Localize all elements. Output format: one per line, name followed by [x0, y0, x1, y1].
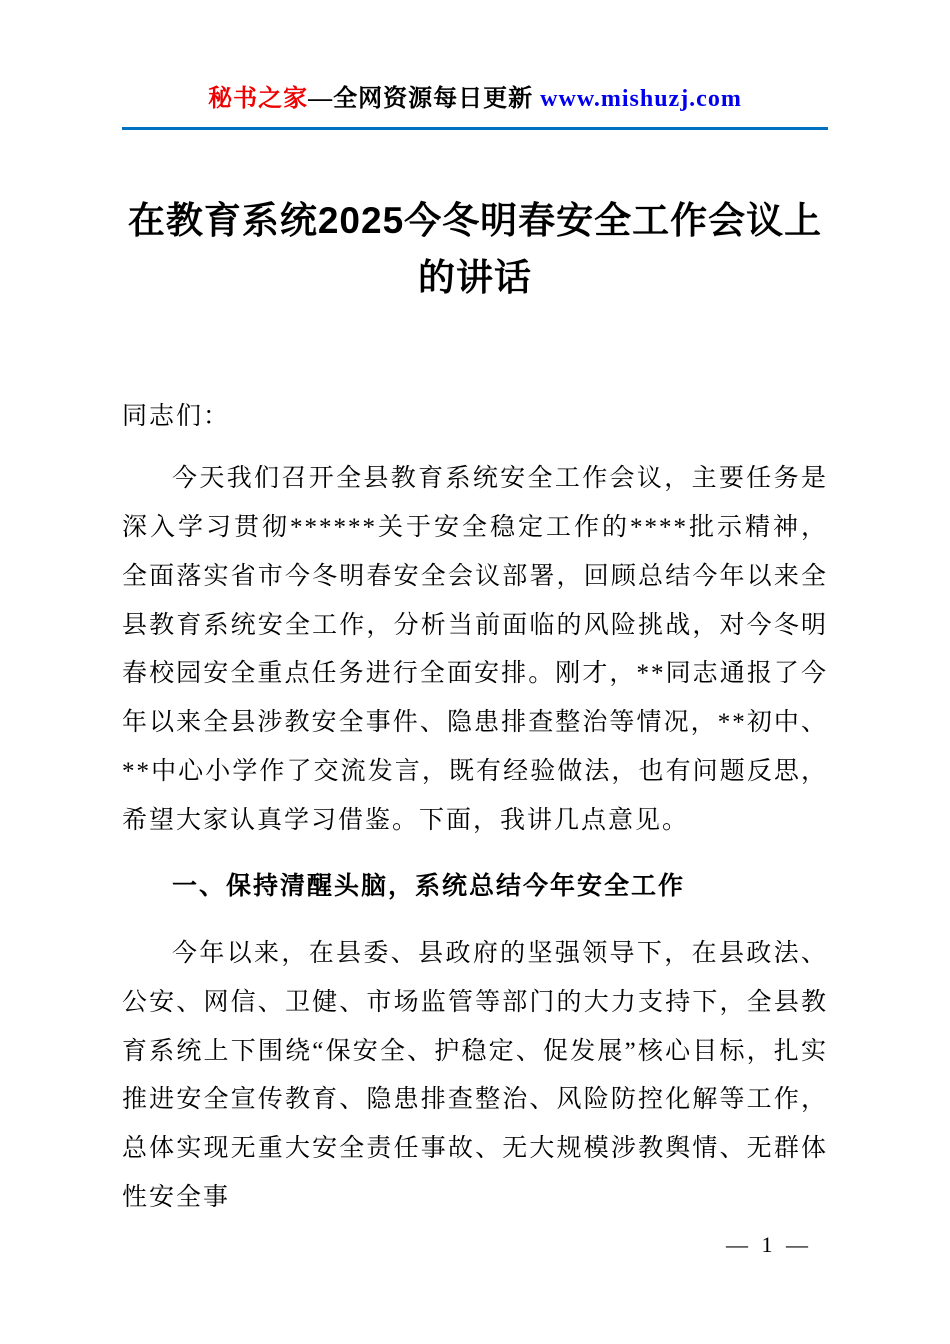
page-title: 在教育系统2025今冬明春安全工作会议上的讲话 — [127, 200, 823, 299]
section-heading-1: 一、保持清醒头脑，系统总结今年安全工作 — [172, 873, 686, 901]
page-number: — 1 — — [726, 1232, 812, 1257]
paragraph-1: 今天我们召开全县教育系统安全工作会议，主要任务是深入学习贯彻******关于安全稳定工作的****批示精神，全面落实省市今冬明春安全会议部署，回顾总结今年以来全县教育系统安全工作，分析当前面临的风险挑战，对今冬明春校园安全重点任务进行全面安排。刚才，**同志通报了今年以来全县涉教安全事件、隐患排查整治等情况，**初中、**中心小学作了交流发言，既有经验做法，也有问题反思，希望大家认真学习借鉴。下面，我讲几点意见。 — [122, 465, 828, 834]
header-divider — [122, 127, 828, 130]
paragraph-2: 今年以来，在县委、县政府的坚强领导下，在县政法、公安、网信、卫健、市场监管等部门的大力支持下，全县教育系统上下围绕“保安全、护稳定、促发展”核心目标，扎实推进安全宣传教育、隐患排查整治、风险防控化解等工作，总体实现无重大安全责任事故、无大规模涉教舆情、无群体性安全事 — [122, 940, 828, 1211]
site-brand: 秘书之家 — [208, 86, 309, 112]
document-body — [122, 393, 828, 1223]
site-tagline: —全网资源每日更新 — [308, 86, 541, 112]
site-header — [122, 78, 828, 113]
site-url-link[interactable]: www.mishuzj.com — [540, 86, 742, 112]
salutation: 同志们： — [122, 402, 231, 430]
